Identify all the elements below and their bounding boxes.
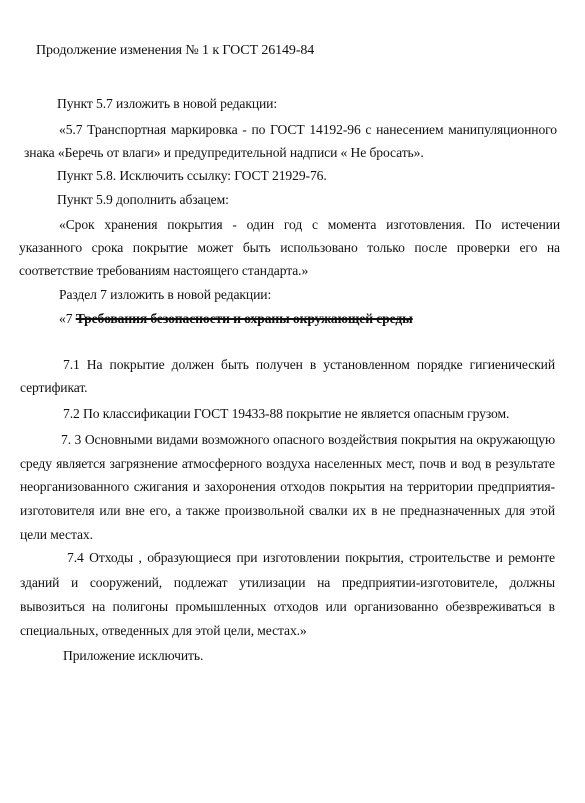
clause-7-4-line-2: зданий и сооружений, подлежат утилизации на предприятии-изготовителе, должны xyxy=(20,575,555,590)
clause-7-3-line-3: неорганизованного сжигания и захоронения отходов покрытия на территории предприятия- xyxy=(20,479,555,494)
paragraph-item-5-7-line-2: знака «Беречь от влаги» и предупредительной надписи « Не бросать». xyxy=(24,145,424,160)
document-header: Продолжение изменения № 1 к ГОСТ 26149-84 xyxy=(36,43,315,58)
paragraph-item-5-7-intro: Пункт 5.7 изложить в новой редакции: xyxy=(57,96,278,111)
clause-7-3-line-2: среду является загрязнение атмосферного воздуха населенных мест, почв и вод в результате xyxy=(20,456,555,471)
paragraph-appendix: Приложение исключить. xyxy=(63,648,204,663)
paragraph-shelf-life-line-1: «Срок хранения покрытия - один год с момента изготовления. По истечении xyxy=(59,217,560,232)
paragraph-shelf-life-line-3: соответствие требованиям настоящего стандарта.» xyxy=(19,263,309,278)
clause-7-3-line-1: 7. 3 Основными видами возможного опасного воздействия покрытия на окружающую xyxy=(61,432,555,447)
paragraph-section-7-intro: Раздел 7 изложить в новой редакции: xyxy=(59,287,272,302)
clause-7-1-line-2: сертификат. xyxy=(20,380,88,395)
paragraph-item-5-7-line-1: «5.7 Транспортная маркировка - по ГОСТ 14192-96 с нанесением манипуляционного xyxy=(59,122,557,137)
clause-7-3-line-4: изготовителя или вне его, а также произвольной свалки их в не предназначенных для этой xyxy=(20,503,555,518)
paragraph-item-5-9-intro: Пункт 5.9 дополнить абзацем: xyxy=(57,192,229,207)
clause-7-1-line-1: 7.1 На покрытие должен быть получен в установленном порядке гигиенический xyxy=(63,357,555,372)
section-7-heading-title: Требования безопасности и охраны окружающей среды xyxy=(75,311,413,326)
clause-7-4-line-4: специальных, отведенных для этой цели, местах.» xyxy=(20,623,307,638)
clause-7-2: 7.2 По классификации ГОСТ 19433-88 покрытие не является опасным грузом. xyxy=(63,406,510,421)
clause-7-4-line-1: 7.4 Отходы , образующиеся при изготовлении покрытия, строительстве и ремонте xyxy=(67,550,555,565)
paragraph-item-5-8: Пункт 5.8. Исключить ссылку: ГОСТ 21929-76. xyxy=(57,168,327,183)
clause-7-3-line-5: цели местах. xyxy=(20,527,93,542)
section-7-heading xyxy=(59,311,413,327)
paragraph-shelf-life-line-2: указанного срока покрытие может быть использовано только после проверки его на xyxy=(19,240,560,255)
clause-7-4-line-3: вывозиться на полигоны промышленных отходов или организованно обезвреживаться в xyxy=(20,599,555,614)
section-7-heading-prefix: «7 xyxy=(59,311,76,326)
